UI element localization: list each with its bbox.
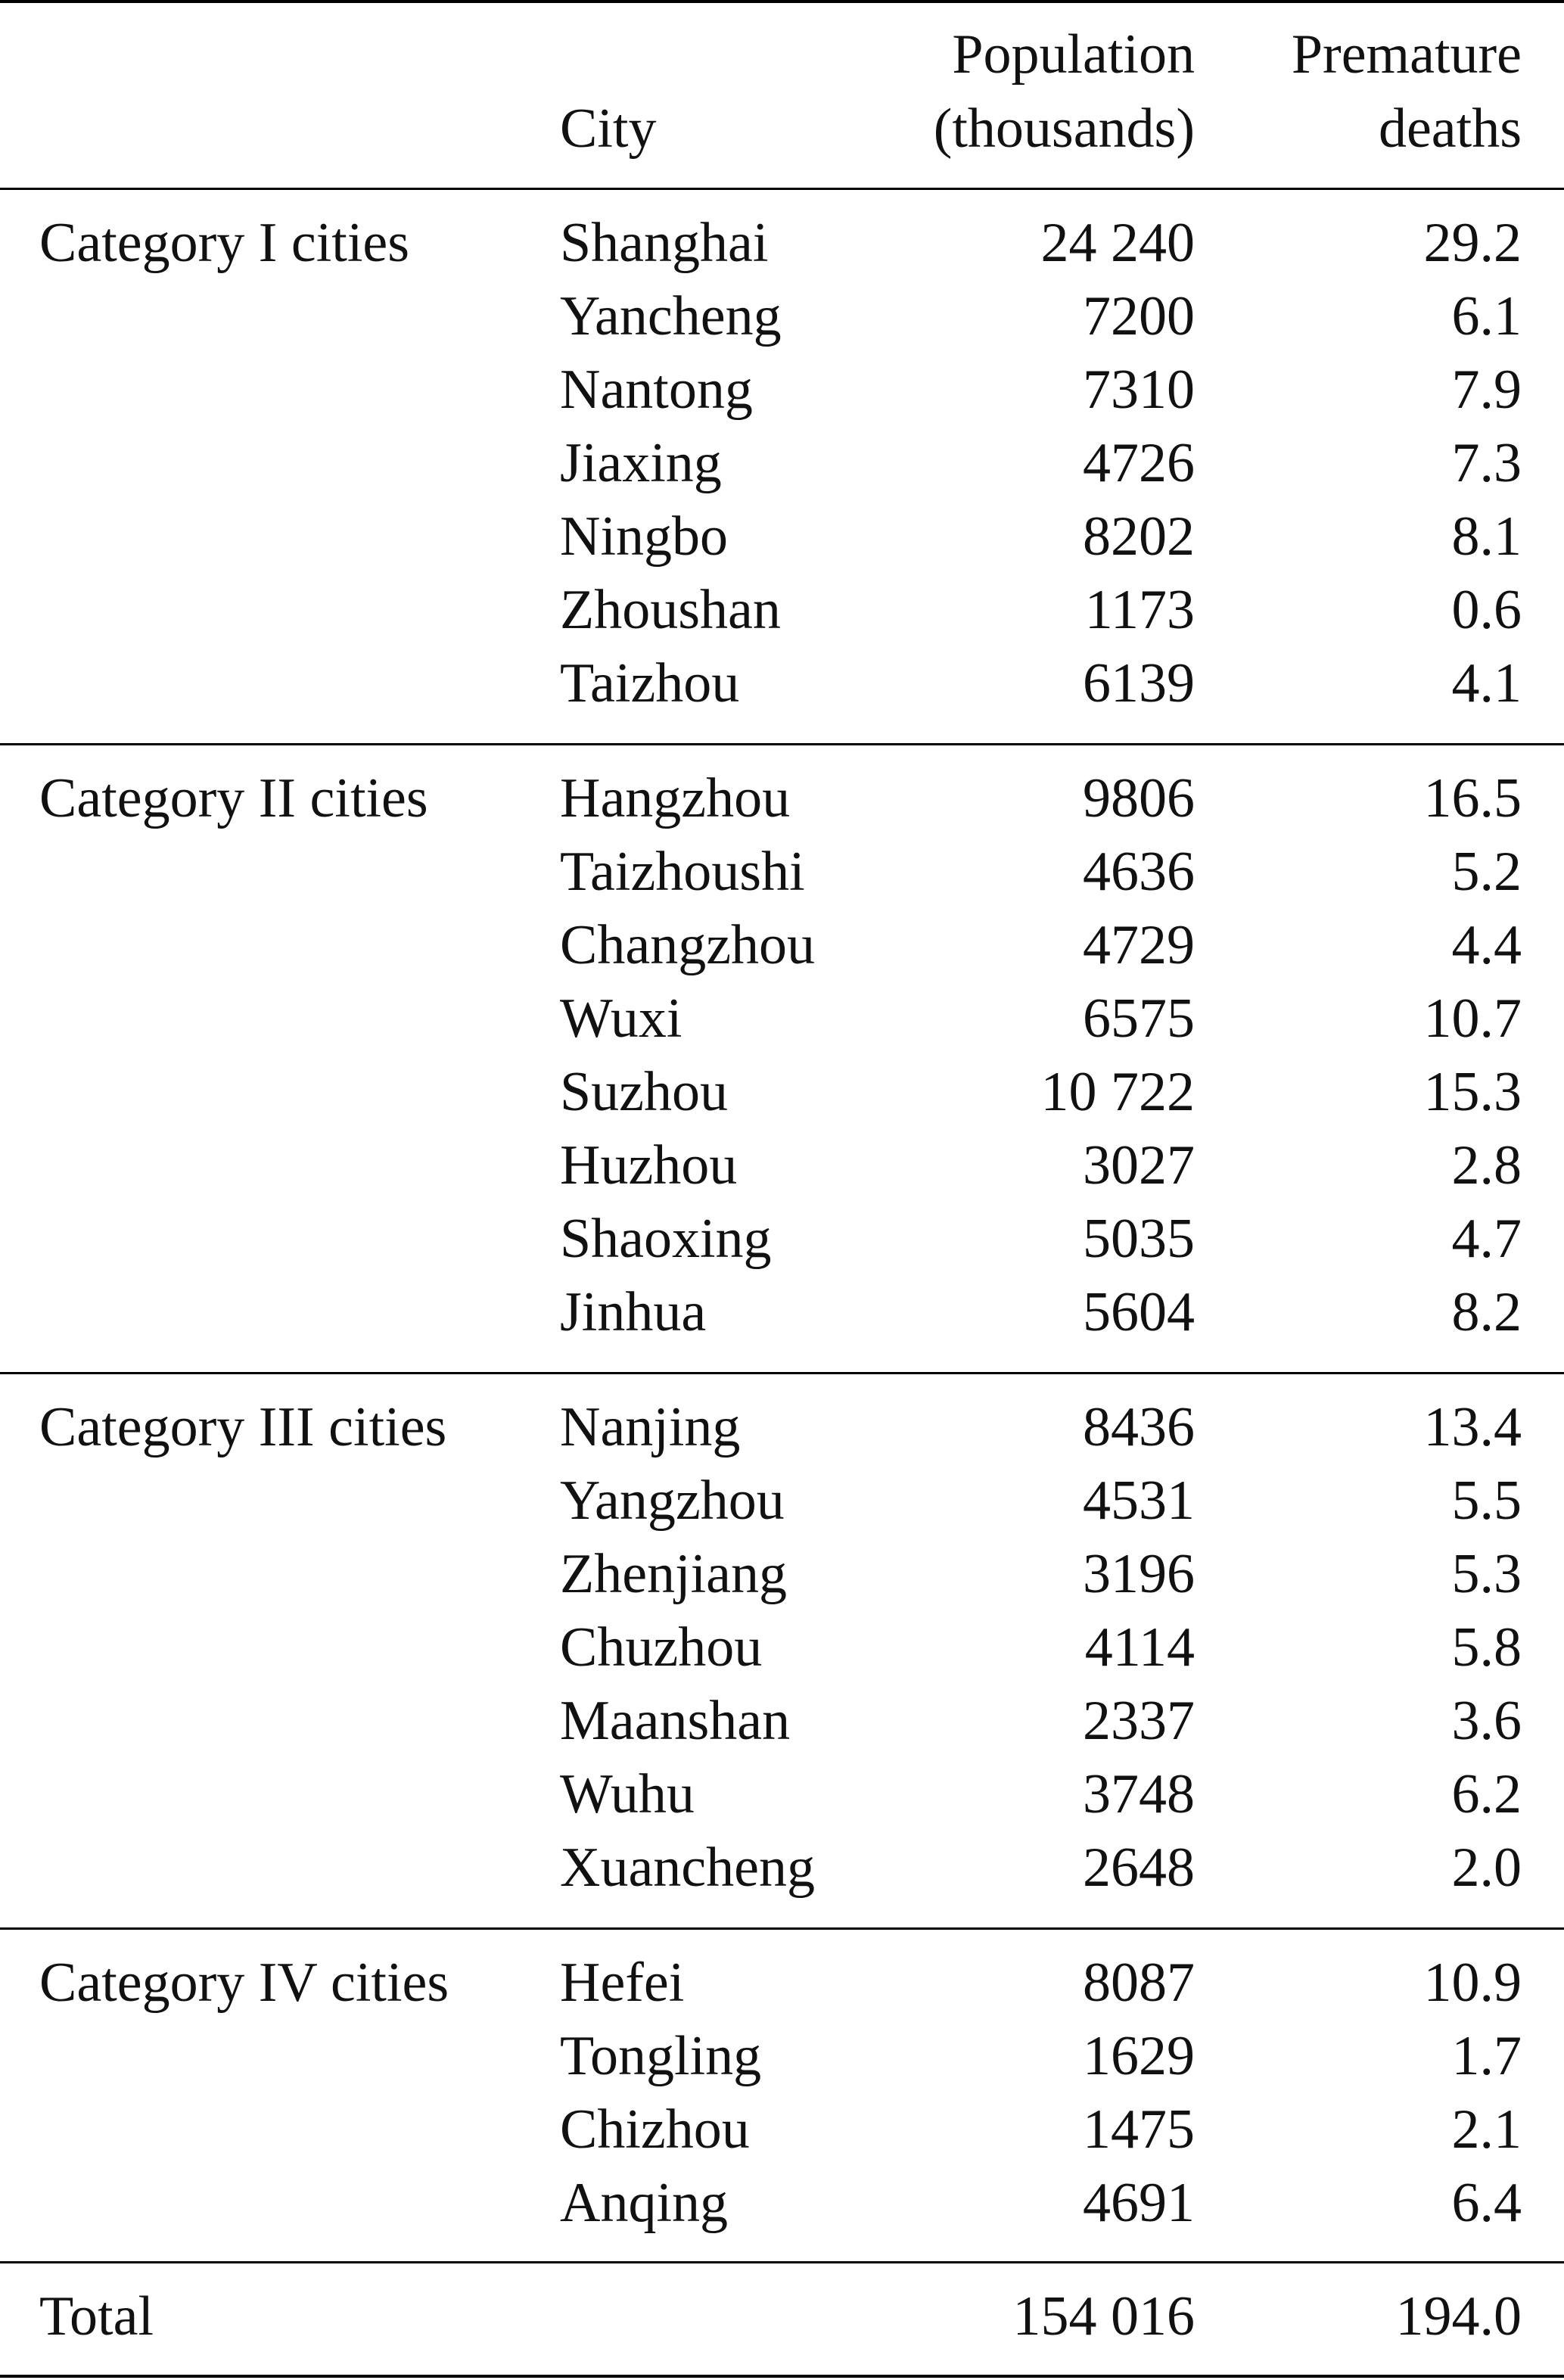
deaths-value: 0.6 [1451,579,1522,641]
city-name: Taizhoushi [560,841,805,903]
deaths-value: 15.3 [1423,1061,1522,1123]
group-rule [0,1372,1564,1374]
population-value: 7200 [1083,285,1195,347]
population-value: 5604 [1083,1281,1195,1343]
city-name: Changzhou [560,914,816,976]
city-name: Jiaxing [560,432,722,494]
total-label: Total [39,2285,154,2347]
city-name: Hefei [560,1952,685,2014]
population-value: 1173 [1084,579,1195,641]
deaths-value: 4.4 [1451,914,1522,976]
deaths-value: 2.8 [1451,1134,1522,1196]
city-name: Chizhou [560,2098,750,2161]
total-deaths: 194.0 [1395,2285,1522,2347]
population-value: 5035 [1083,1208,1195,1270]
population-value: 2648 [1083,1837,1195,1899]
deaths-value: 5.5 [1451,1470,1522,1532]
bottom-rule [0,2375,1564,2378]
city-name: Yangzhou [560,1470,785,1532]
header-deaths-line2: deaths [1378,98,1522,160]
header-population-line2: (thousands) [933,98,1195,160]
city-name: Nanjing [560,1396,741,1458]
city-name: Ningbo [560,506,728,568]
deaths-value: 2.0 [1451,1837,1522,1899]
population-value: 4729 [1083,914,1195,976]
population-value: 9806 [1083,767,1195,829]
city-name: Huzhou [560,1134,738,1196]
population-value: 4531 [1083,1470,1195,1532]
deaths-value: 7.3 [1451,432,1522,494]
population-value: 8087 [1083,1952,1195,2014]
population-value: 1475 [1083,2098,1195,2161]
population-value: 8202 [1083,506,1195,568]
city-name: Zhoushan [560,579,781,641]
population-value: 2337 [1083,1690,1195,1752]
deaths-value: 2.1 [1451,2098,1522,2161]
category-label: Category III cities [39,1396,447,1458]
deaths-value: 16.5 [1423,767,1522,829]
city-name: Jinhua [560,1281,707,1343]
category-label: Category II cities [39,767,428,829]
city-name: Taizhou [560,652,740,714]
city-name: Maanshan [560,1690,791,1752]
city-name: Shanghai [560,212,769,274]
top-rule [0,0,1564,3]
deaths-value: 13.4 [1423,1396,1522,1458]
population-value: 4114 [1084,1616,1195,1678]
city-name: Zhenjiang [560,1543,788,1605]
city-name: Hangzhou [560,767,791,829]
city-name: Suzhou [560,1061,728,1123]
city-name: Shaoxing [560,1208,772,1270]
deaths-value: 6.1 [1451,285,1522,347]
deaths-value: 10.7 [1423,988,1522,1050]
deaths-value: 5.8 [1451,1616,1522,1678]
deaths-value: 5.2 [1451,841,1522,903]
population-value: 4636 [1083,841,1195,903]
total-population: 154 016 [1012,2285,1195,2347]
population-value: 6139 [1083,652,1195,714]
population-value: 8436 [1083,1396,1195,1458]
city-name: Anqing [560,2172,728,2234]
population-value: 4691 [1083,2172,1195,2234]
deaths-value: 3.6 [1451,1690,1522,1752]
population-value: 3196 [1083,1543,1195,1605]
city-name: Yancheng [560,285,782,347]
city-name: Wuhu [560,1763,695,1825]
deaths-value: 6.4 [1451,2172,1522,2234]
total-rule [0,2261,1564,2263]
deaths-value: 8.1 [1451,506,1522,568]
deaths-value: 4.1 [1451,652,1522,714]
population-value: 3748 [1083,1763,1195,1825]
group-rule [0,743,1564,745]
city-name: Tongling [560,2025,762,2087]
deaths-value: 4.7 [1451,1208,1522,1270]
deaths-value: 1.7 [1451,2025,1522,2087]
population-value: 3027 [1083,1134,1195,1196]
group-rule [0,1927,1564,1930]
city-name: Wuxi [560,988,683,1050]
population-value: 6575 [1083,988,1195,1050]
deaths-value: 8.2 [1451,1281,1522,1343]
header-city: City [560,98,657,160]
deaths-value: 6.2 [1451,1763,1522,1825]
city-name: Nantong [560,359,753,421]
deaths-value: 10.9 [1423,1952,1522,2014]
header-rule [0,188,1564,190]
population-value: 1629 [1083,2025,1195,2087]
category-label: Category IV cities [39,1952,449,2014]
header-population-line1: Population [952,23,1195,86]
city-name: Chuzhou [560,1616,763,1678]
city-name: Xuancheng [560,1837,815,1899]
header-deaths-line1: Premature [1291,23,1522,86]
population-value: 7310 [1083,359,1195,421]
population-value: 10 722 [1040,1061,1195,1123]
population-value: 4726 [1083,432,1195,494]
deaths-value: 7.9 [1451,359,1522,421]
population-value: 24 240 [1040,212,1195,274]
deaths-value: 29.2 [1423,212,1522,274]
category-label: Category I cities [39,212,410,274]
deaths-value: 5.3 [1451,1543,1522,1605]
